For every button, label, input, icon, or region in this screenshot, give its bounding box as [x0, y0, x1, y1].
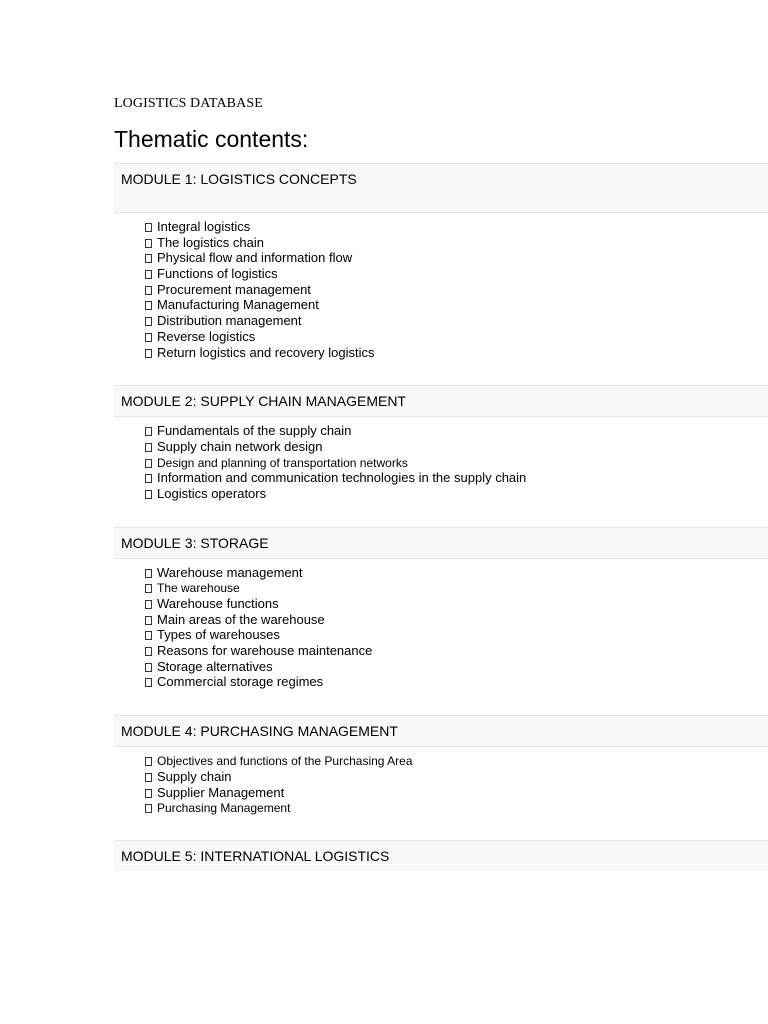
bullet-icon [145, 349, 152, 358]
bullet-icon [145, 239, 152, 248]
list-item: Storage alternatives [145, 659, 768, 675]
list-item: Objectives and functions of the Purchasing Area [145, 753, 768, 769]
bullet-icon [145, 474, 152, 483]
module-1-list [114, 219, 768, 360]
list-item: Information and communication technologies in the supply chain [145, 470, 768, 486]
bullet-icon [145, 490, 152, 499]
list-item: Warehouse management [145, 565, 768, 581]
bullet-icon [145, 616, 152, 625]
list-item: Procurement management [145, 282, 768, 298]
list-item: Warehouse functions [145, 596, 768, 612]
module-3-title: MODULE 3: STORAGE [121, 534, 269, 551]
module-3-header [114, 527, 768, 559]
bullet-icon [145, 804, 152, 813]
bullet-icon [145, 270, 152, 279]
bullet-icon [145, 317, 152, 326]
bullet-icon [145, 663, 152, 672]
module-4-header [114, 715, 768, 747]
bullet-icon [145, 286, 152, 295]
list-item: Integral logistics [145, 219, 768, 235]
list-item: Distribution management [145, 313, 768, 329]
bullet-icon [145, 647, 152, 656]
module-3-list [114, 565, 768, 691]
module-4-list [114, 753, 768, 816]
bullet-icon [145, 427, 152, 436]
list-item: Reasons for warehouse maintenance [145, 643, 768, 659]
module-1 [114, 163, 768, 360]
bullet-icon [145, 443, 152, 452]
list-item: Manufacturing Management [145, 297, 768, 313]
list-item: Commercial storage regimes [145, 674, 768, 690]
document [114, 94, 768, 871]
module-1-title: MODULE 1: LOGISTICS CONCEPTS [121, 171, 357, 187]
list-item: Physical flow and information flow [145, 250, 768, 266]
list-item: Supplier Management [145, 785, 768, 801]
list-item: The logistics chain [145, 235, 768, 251]
module-5-title: MODULE 5: INTERNATIONAL LOGISTICS [121, 847, 390, 864]
list-item: The warehouse [145, 580, 768, 596]
list-item: Main areas of the warehouse [145, 612, 768, 628]
bullet-icon [145, 757, 152, 766]
document-header: LOGISTICS DATABASE [114, 96, 263, 111]
page-title: Thematic contents: [114, 126, 309, 152]
module-4-title: MODULE 4: PURCHASING MANAGEMENT [121, 723, 398, 740]
module-5 [114, 840, 768, 871]
list-item: Functions of logistics [145, 266, 768, 282]
bullet-icon [145, 223, 152, 232]
module-5-header [114, 840, 768, 871]
bullet-icon [145, 333, 152, 342]
module-2 [114, 385, 768, 501]
bullet-icon [145, 773, 152, 782]
bullet-icon [145, 584, 152, 593]
list-item: Supply chain [145, 769, 768, 785]
bullet-icon [145, 789, 152, 798]
list-item: Types of warehouses [145, 627, 768, 643]
list-item: Design and planning of transportation networks [145, 455, 768, 471]
list-item: Purchasing Management [145, 800, 768, 816]
list-item: Fundamentals of the supply chain [145, 423, 768, 439]
bullet-icon [145, 254, 152, 263]
module-1-header [114, 163, 768, 213]
list-item: Supply chain network design [145, 439, 768, 455]
bullet-icon [145, 678, 152, 687]
list-item: Logistics operators [145, 486, 768, 502]
bullet-icon [145, 600, 152, 609]
bullet-icon [145, 569, 152, 578]
bullet-icon [145, 301, 152, 310]
list-item: Return logistics and recovery logistics [145, 345, 768, 361]
module-3 [114, 527, 768, 691]
bullet-icon [145, 631, 152, 640]
bullet-icon [145, 459, 152, 468]
module-2-list [114, 423, 768, 501]
list-item: Reverse logistics [145, 329, 768, 345]
module-4 [114, 715, 768, 816]
module-2-header [114, 385, 768, 417]
module-2-title: MODULE 2: SUPPLY CHAIN MANAGEMENT [121, 393, 406, 410]
